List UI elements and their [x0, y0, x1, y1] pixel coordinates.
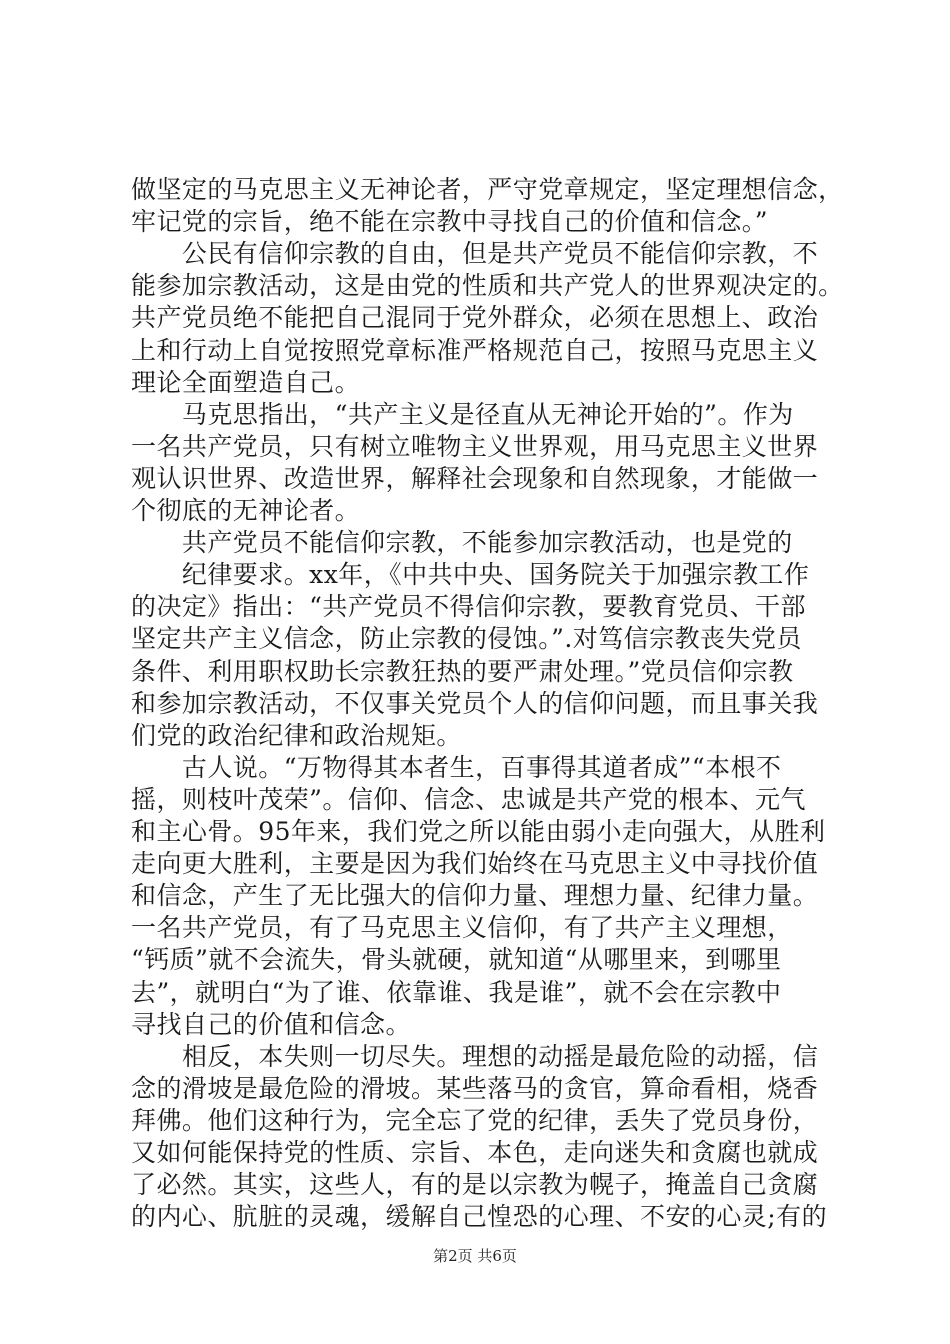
text-line: 理论全面塑造自己。	[131, 368, 361, 397]
text-line: 寻找自己的价值和信念。	[131, 1010, 411, 1039]
text-line: 一名共产党员，只有树立唯物主义世界观，用马克思主义世界	[131, 432, 819, 461]
text-line: 古人说。“万物得其本者生，百事得其道者成”“本根不	[131, 753, 782, 782]
text-line: 能参加宗教活动，这是由党的性质和共产党人的世界观决定的。	[131, 271, 844, 300]
text-line: 相反，本失则一切尽失。理想的动摇是最危险的动摇，信	[131, 1042, 819, 1071]
text-line: 牢记党的宗旨，绝不能在宗教中寻找自己的价值和信念。”	[131, 207, 768, 236]
text-line: 条件、利用职权助长宗教狂热的要严肃处理。”党员信仰宗教	[131, 657, 794, 686]
page-footer: 第2页 共6页	[433, 1247, 517, 1265]
text-line: 了必然。其实，这些人，有的是以宗教为幌子，掩盖自己贪腐	[131, 1170, 819, 1199]
text-line: 做坚定的马克思主义无神论者，严守党章规定，坚定理想信念，	[131, 175, 844, 204]
text-line: 的内心、肮脏的灵魂，缓解自己惶恐的心理、不安的心灵;有的	[131, 1202, 828, 1231]
text-line: 去”，就明白“为了谁、依靠谁、我是谁”，就不会在宗教中	[131, 978, 782, 1007]
text-line: 个彻底的无神论者。	[131, 496, 361, 525]
text-line: 共产党员不能信仰宗教，不能参加宗教活动，也是党的	[131, 528, 793, 557]
text-line: 和参加宗教活动，不仅事关党员个人的信仰问题，而且事关我	[131, 689, 819, 718]
text-line: 和主心骨。95年来，我们党之所以能由弱小走向强大，从胜利	[131, 817, 826, 846]
text-line: 的决定》指出：“共产党员不得信仰宗教，要教育党员、干部	[131, 592, 806, 621]
text-line: 纪律要求。xx年，《中共中央、国务院关于加强宗教工作	[131, 560, 810, 589]
text-line: 拜佛。他们这种行为，完全忘了党的纪律，丢失了党员身份，	[131, 1106, 819, 1135]
text-line: “钙质”就不会流失，骨头就硬，就知道“从哪里来，到哪里	[131, 945, 782, 974]
text-line: 马克思指出，“共产主义是径直从无神论开始的”。作为	[131, 400, 794, 429]
text-line: 一名共产党员，有了马克思主义信仰，有了共产主义理想，	[131, 913, 793, 942]
text-line: 念的滑坡是最危险的滑坡。某些落马的贪官，算命看相，烧香	[131, 1074, 819, 1103]
text-line: 和信念，产生了无比强大的信仰力量、理想力量、纪律力量。	[131, 881, 819, 910]
text-line: 公民有信仰宗教的自由，但是共产党员不能信仰宗教，不	[131, 239, 819, 268]
text-line: 坚定共产主义信念，防止宗教的侵蚀。”.对笃信宗教丧失党员	[131, 624, 802, 653]
text-line: 们党的政治纪律和政治规矩。	[131, 721, 462, 750]
text-line: 走向更大胜利，主要是因为我们始终在马克思主义中寻找价值	[131, 849, 819, 878]
text-line: 观认识世界、改造世界，解释社会现象和自然现象，才能做一	[131, 464, 819, 493]
text-line: 摇，则枝叶茂荣”。信仰、信念、忠诚是共产党的根本、元气	[131, 785, 806, 814]
text-line: 上和行动上自觉按照党章标准严格规范自己，按照马克思主义	[131, 336, 819, 365]
text-line: 又如何能保持党的性质、宗旨、本色，走向迷失和贪腐也就成	[131, 1138, 819, 1167]
text-line: 共产党员绝不能把自己混同于党外群众，必须在思想上、政治	[131, 303, 819, 332]
